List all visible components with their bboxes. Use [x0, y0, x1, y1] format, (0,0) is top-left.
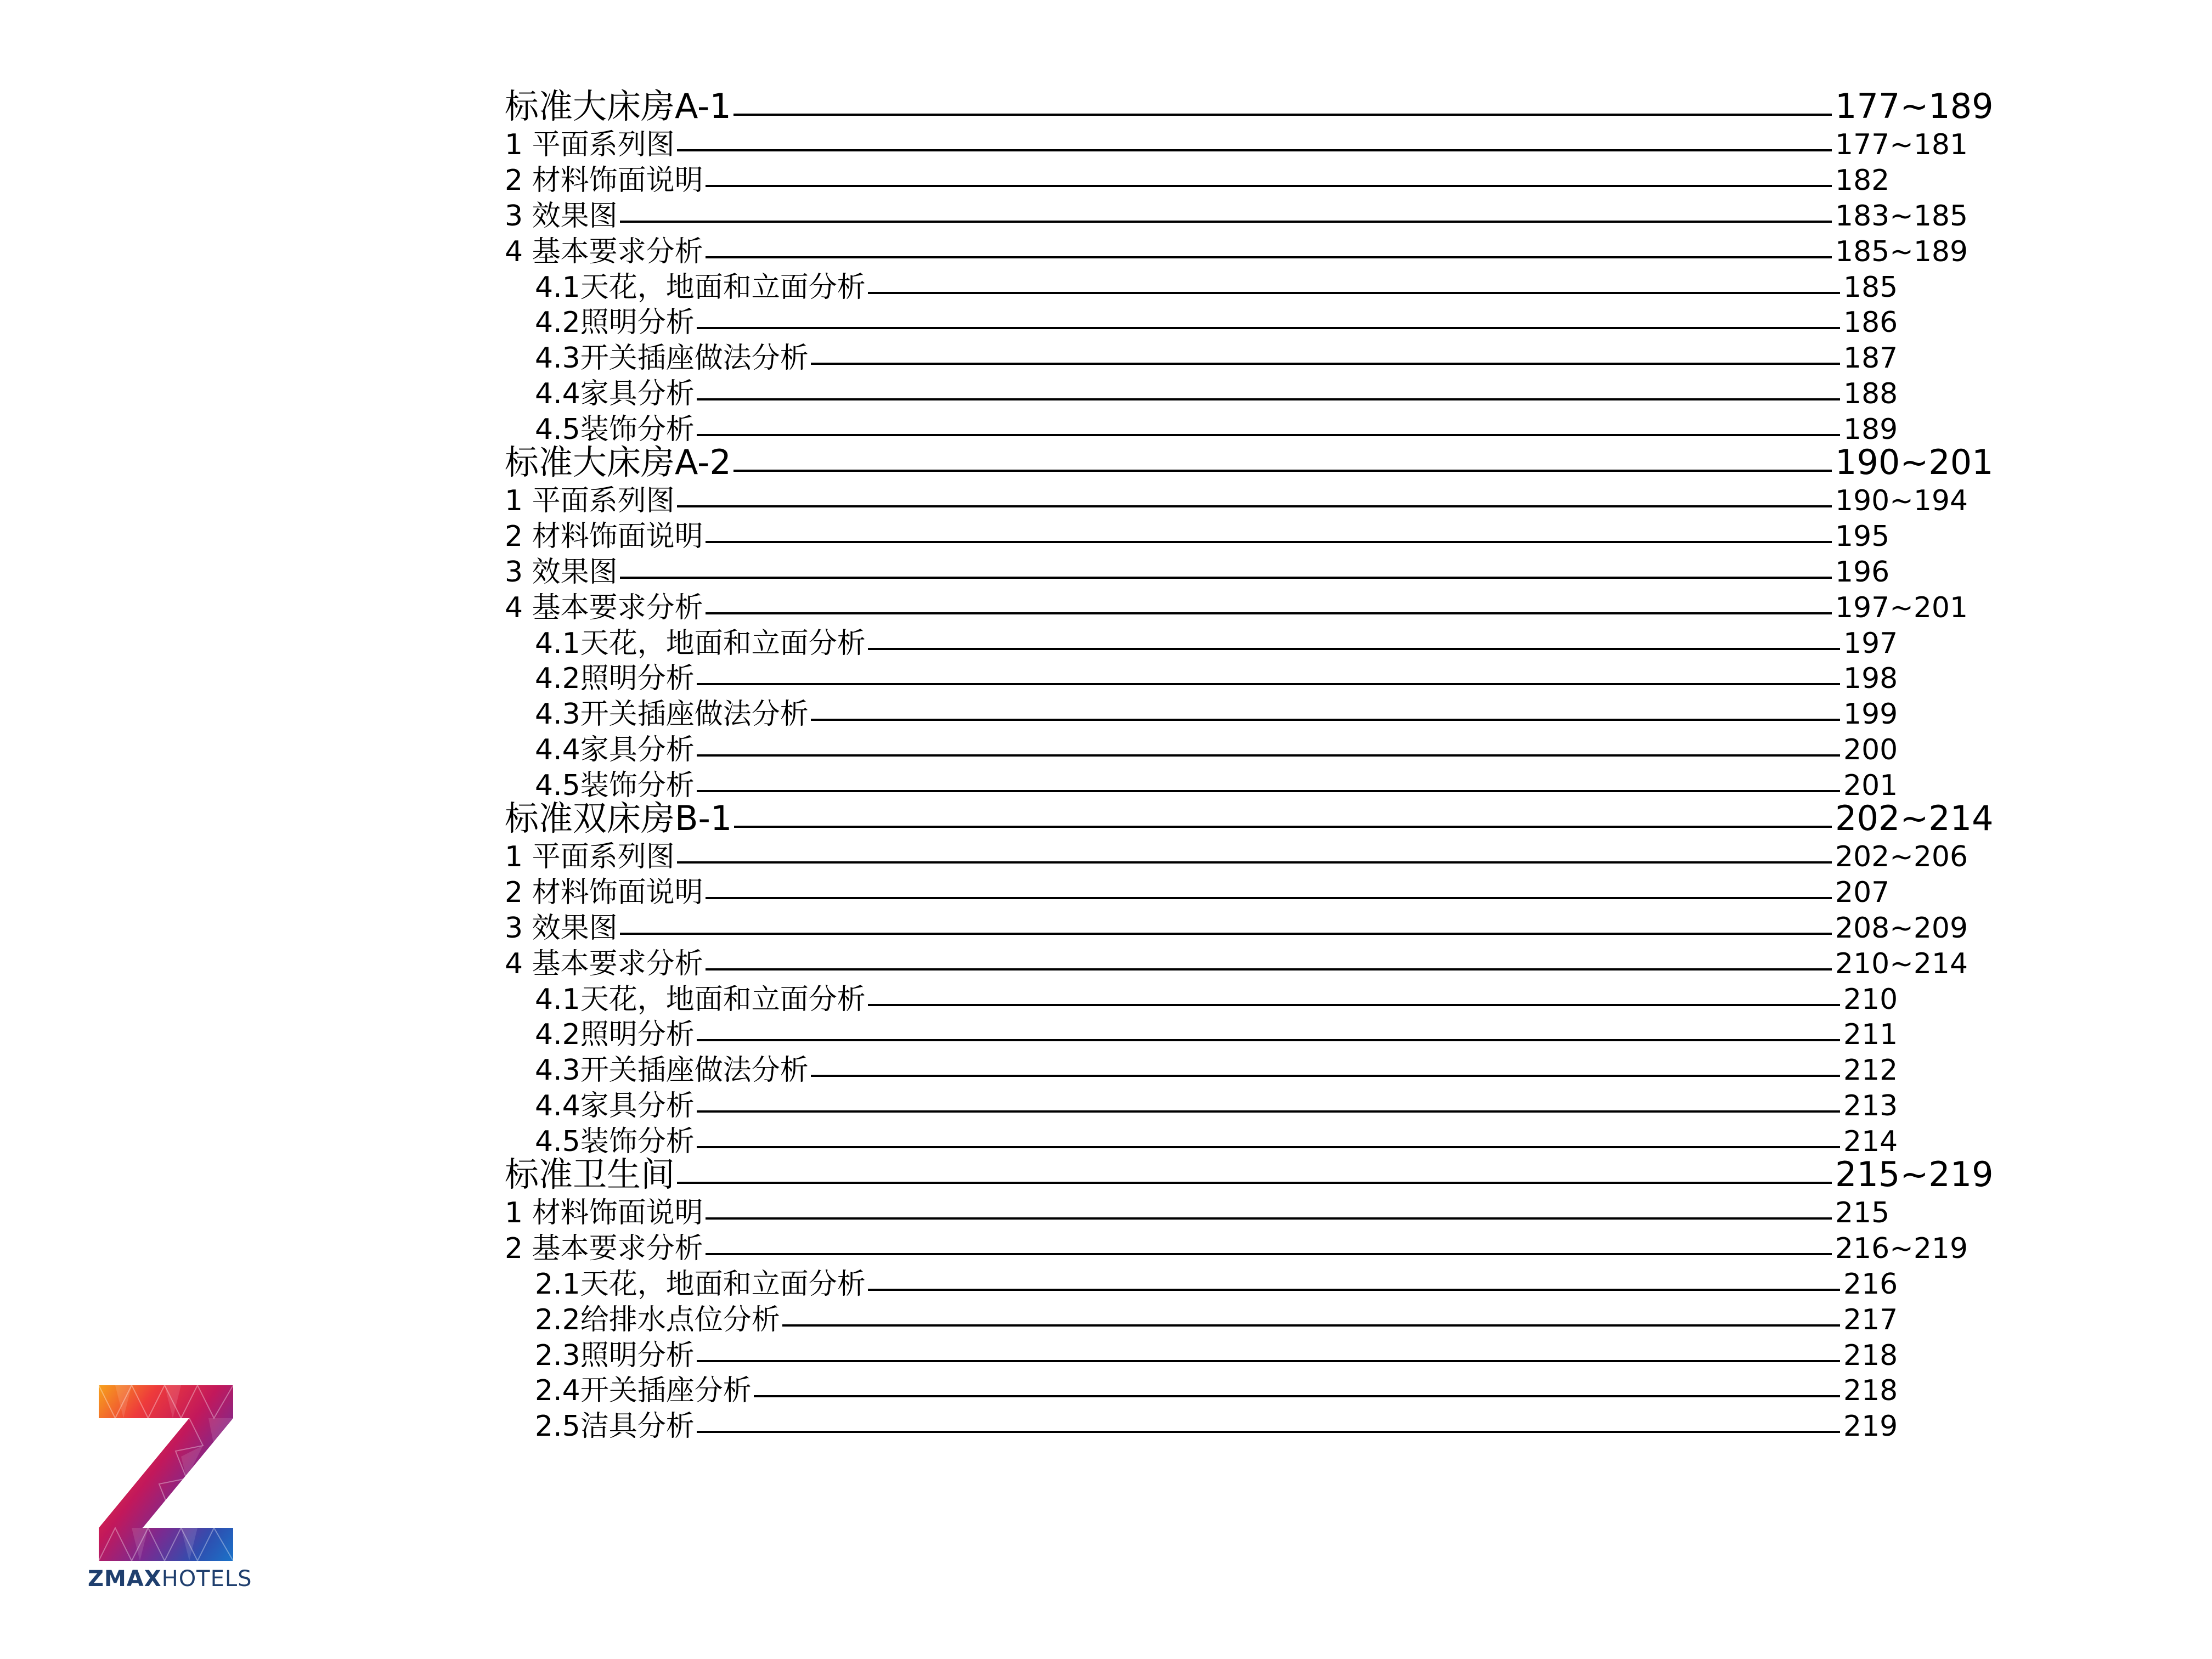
toc-entry[interactable] [0, 940, 2212, 978]
toc-entry-page: 217 [1843, 1303, 1898, 1336]
toc-entry-page: 214 [1843, 1125, 1898, 1159]
toc-entry[interactable] [0, 477, 2212, 515]
toc-entry-page: 200 [1843, 733, 1898, 767]
toc-entry-label: 4.1天花，地面和立面分析 [535, 983, 866, 1016]
toc-entry[interactable] [0, 1331, 2212, 1370]
toc-entry[interactable] [0, 761, 2212, 803]
toc-entry-page: 210~214 [1835, 947, 1968, 980]
toc-entry-label: 1 材料饰面说明 [505, 1196, 703, 1229]
toc-leader-line [706, 185, 1832, 187]
toc-entry-page: 202~214 [1835, 798, 1994, 838]
toc-leader-line [733, 114, 1832, 116]
toc-entry[interactable] [0, 1367, 2212, 1408]
toc-entry-page: 177~189 [1835, 86, 1994, 126]
toc-entry-page: 216~219 [1835, 1232, 1968, 1265]
toc-leader-line [697, 434, 1840, 436]
toc-entry-label: 4.1天花，地面和立面分析 [535, 627, 866, 660]
toc-leader-line [677, 505, 1832, 507]
toc-entry-page: 218 [1843, 1339, 1898, 1372]
toc-entry-page: 185~189 [1835, 235, 1968, 268]
toc-entry[interactable] [0, 228, 2212, 266]
toc-entry-page: 202~206 [1835, 840, 1968, 873]
toc-entry-label: 1 平面系列图 [505, 128, 675, 161]
toc-entry-page: 219 [1843, 1410, 1898, 1443]
toc-leader-line [811, 363, 1840, 365]
toc-leader-line [706, 1253, 1832, 1255]
z-logo-icon [99, 1385, 233, 1561]
toc-entry-label: 3 效果图 [505, 555, 618, 589]
toc-entry[interactable] [0, 1402, 2212, 1441]
toc-entry-page: 211 [1843, 1018, 1898, 1052]
toc-entry-page: 208~209 [1835, 911, 1968, 945]
toc-entry-page: 210 [1843, 983, 1898, 1016]
toc-entry-page: 183~185 [1835, 199, 1968, 233]
toc-leader-line [697, 1110, 1840, 1113]
toc-entry[interactable] [0, 975, 2212, 1014]
toc-entry[interactable] [0, 797, 2212, 836]
toc-leader-line [733, 470, 1832, 472]
toc-entry[interactable] [0, 156, 2212, 195]
toc-leader-line [697, 1431, 1840, 1433]
toc-leader-line [697, 398, 1840, 400]
toc-entry-page: 201 [1843, 769, 1898, 803]
toc-entry-label: 2 材料饰面说明 [505, 520, 703, 553]
toc-entry[interactable] [0, 405, 2212, 447]
toc-entry-label: 2 材料饰面说明 [505, 163, 703, 197]
toc-entry[interactable] [0, 1224, 2212, 1263]
toc-leader-line [782, 1324, 1840, 1327]
brand-light-text: HOTELS [161, 1566, 252, 1592]
toc-leader-line [697, 683, 1840, 685]
toc-entry-label: 4.4家具分析 [535, 733, 695, 767]
toc-entry-label: 标准大床房A-1 [505, 86, 731, 126]
toc-entry-label: 标准大床房A-2 [505, 442, 731, 482]
toc-entry[interactable] [0, 441, 2212, 482]
toc-entry[interactable] [0, 334, 2212, 373]
toc-entry-label: 4 基本要求分析 [505, 947, 703, 980]
toc-entry-label: 3 效果图 [505, 911, 618, 945]
toc-entry-label: 2.1天花，地面和立面分析 [535, 1267, 866, 1301]
toc-leader-line [734, 826, 1832, 828]
toc-entry-label: 4.3开关插座做法分析 [535, 342, 809, 375]
toc-entry-label: 2.3照明分析 [535, 1339, 695, 1372]
toc-leader-line [706, 968, 1832, 970]
toc-leader-line [697, 1146, 1840, 1148]
toc-entry-page: 187 [1843, 342, 1898, 375]
toc-leader-line [706, 256, 1832, 258]
toc-entry-label: 4 基本要求分析 [505, 235, 703, 268]
toc-entry[interactable] [0, 1153, 2212, 1192]
toc-entry-page: 182 [1835, 163, 1890, 197]
toc-entry[interactable] [0, 1260, 2212, 1299]
toc-leader-line [868, 648, 1840, 650]
toc-leader-line [697, 1360, 1840, 1362]
toc-leader-line [697, 327, 1840, 329]
toc-entry[interactable] [0, 904, 2212, 943]
toc-entry[interactable] [0, 298, 2212, 340]
toc-leader-line [811, 1075, 1840, 1077]
toc-entry[interactable] [0, 1082, 2212, 1123]
toc-entry[interactable] [0, 1011, 2212, 1052]
toc-entry-label: 4.2照明分析 [535, 662, 695, 696]
toc-entry[interactable] [0, 121, 2212, 159]
toc-leader-line [868, 1004, 1840, 1006]
toc-leader-line [677, 861, 1832, 864]
toc-entry-page: 212 [1843, 1054, 1898, 1087]
toc-entry[interactable] [0, 868, 2212, 907]
toc-entry[interactable] [0, 726, 2212, 767]
toc-entry-label: 4.1天花，地面和立面分析 [535, 270, 866, 304]
toc-leader-line [697, 1039, 1840, 1041]
toc-entry-label: 3 效果图 [505, 199, 618, 233]
brand-wordmark [88, 1566, 252, 1592]
toc-entry-label: 4.4家具分析 [535, 1090, 695, 1123]
toc-entry[interactable] [0, 512, 2212, 551]
toc-entry[interactable] [0, 548, 2212, 589]
toc-entry-page: 207 [1835, 876, 1890, 909]
toc-entry[interactable] [0, 85, 2212, 126]
toc-entry[interactable] [0, 654, 2212, 696]
toc-entry-page: 196 [1835, 555, 1890, 589]
toc-entry-page: 188 [1843, 377, 1898, 411]
toc-leader-line [620, 577, 1832, 579]
toc-leader-line [677, 149, 1832, 151]
toc-entry-page: 185 [1843, 270, 1898, 304]
toc-leader-line [697, 754, 1840, 757]
toc-entry[interactable] [0, 263, 2212, 302]
toc-entry[interactable] [0, 1189, 2212, 1227]
toc-entry-label: 4.5装饰分析 [535, 1125, 695, 1159]
toc-entry-page: 198 [1843, 662, 1898, 696]
toc-entry-page: 215 [1835, 1196, 1890, 1229]
toc-entry-page: 195 [1835, 520, 1890, 553]
toc-leader-line [868, 1289, 1840, 1291]
toc-leader-line [620, 933, 1832, 935]
toc-entry[interactable] [0, 192, 2212, 233]
toc-leader-line [697, 790, 1840, 792]
toc-entry-page: 215~219 [1835, 1154, 1994, 1194]
toc-entry[interactable] [0, 1046, 2212, 1085]
toc-entry-label: 标准双床房B-1 [505, 798, 732, 838]
toc-entry-page: 218 [1843, 1374, 1898, 1408]
toc-leader-line [754, 1395, 1840, 1397]
toc-entry-label: 4.5装饰分析 [535, 769, 695, 803]
toc-entry[interactable] [0, 584, 2212, 622]
toc-entry-page: 177~181 [1835, 128, 1968, 161]
brand-bold-text: ZMAX [88, 1566, 162, 1592]
toc-leader-line [706, 897, 1832, 899]
toc-leader-line [868, 292, 1840, 294]
toc-entry-label: 4 基本要求分析 [505, 591, 703, 624]
toc-leader-line [706, 541, 1832, 543]
toc-leader-line [677, 1182, 1832, 1184]
toc-entry-label: 4.3开关插座做法分析 [535, 1054, 809, 1087]
toc-entry-label: 4.5装饰分析 [535, 413, 695, 447]
toc-entry-label: 标准卫生间 [505, 1154, 675, 1194]
toc-leader-line [620, 221, 1832, 223]
toc-entry-label: 1 平面系列图 [505, 840, 675, 873]
toc-leader-line [706, 612, 1832, 614]
toc-entry[interactable] [0, 833, 2212, 871]
toc-entry-page: 190~201 [1835, 442, 1994, 482]
toc-entry-label: 2.2给排水点位分析 [535, 1303, 780, 1336]
toc-entry[interactable] [0, 1296, 2212, 1334]
toc-entry-page: 199 [1843, 698, 1898, 731]
toc-leader-line [811, 719, 1840, 721]
toc-entry-page: 216 [1843, 1267, 1898, 1301]
toc-entry-page: 190~194 [1835, 484, 1968, 517]
toc-leader-line [706, 1217, 1832, 1220]
toc-entry[interactable] [0, 370, 2212, 411]
toc-entry-label: 2.4开关插座分析 [535, 1374, 752, 1408]
zmax-hotels-logo [88, 1385, 252, 1605]
toc-entry-label: 2 材料饰面说明 [505, 876, 703, 909]
toc-entry-label: 4.2照明分析 [535, 1018, 695, 1052]
toc-entry[interactable] [0, 690, 2212, 729]
toc-entry-label: 2.5洁具分析 [535, 1410, 695, 1443]
toc-entry-page: 213 [1843, 1090, 1898, 1123]
toc-entry[interactable] [0, 1118, 2212, 1159]
toc-entry-label: 4.3开关插座做法分析 [535, 698, 809, 731]
toc-entry-label: 2 基本要求分析 [505, 1232, 703, 1265]
toc-entry-page: 197~201 [1835, 591, 1968, 624]
toc-entry-page: 186 [1843, 306, 1898, 340]
toc-entry[interactable] [0, 619, 2212, 658]
toc-entry-label: 4.4家具分析 [535, 377, 695, 411]
toc-entry-label: 4.2照明分析 [535, 306, 695, 340]
toc-entry-page: 197 [1843, 627, 1898, 660]
toc-entry-page: 189 [1843, 413, 1898, 447]
toc-entry-label: 1 平面系列图 [505, 484, 675, 517]
